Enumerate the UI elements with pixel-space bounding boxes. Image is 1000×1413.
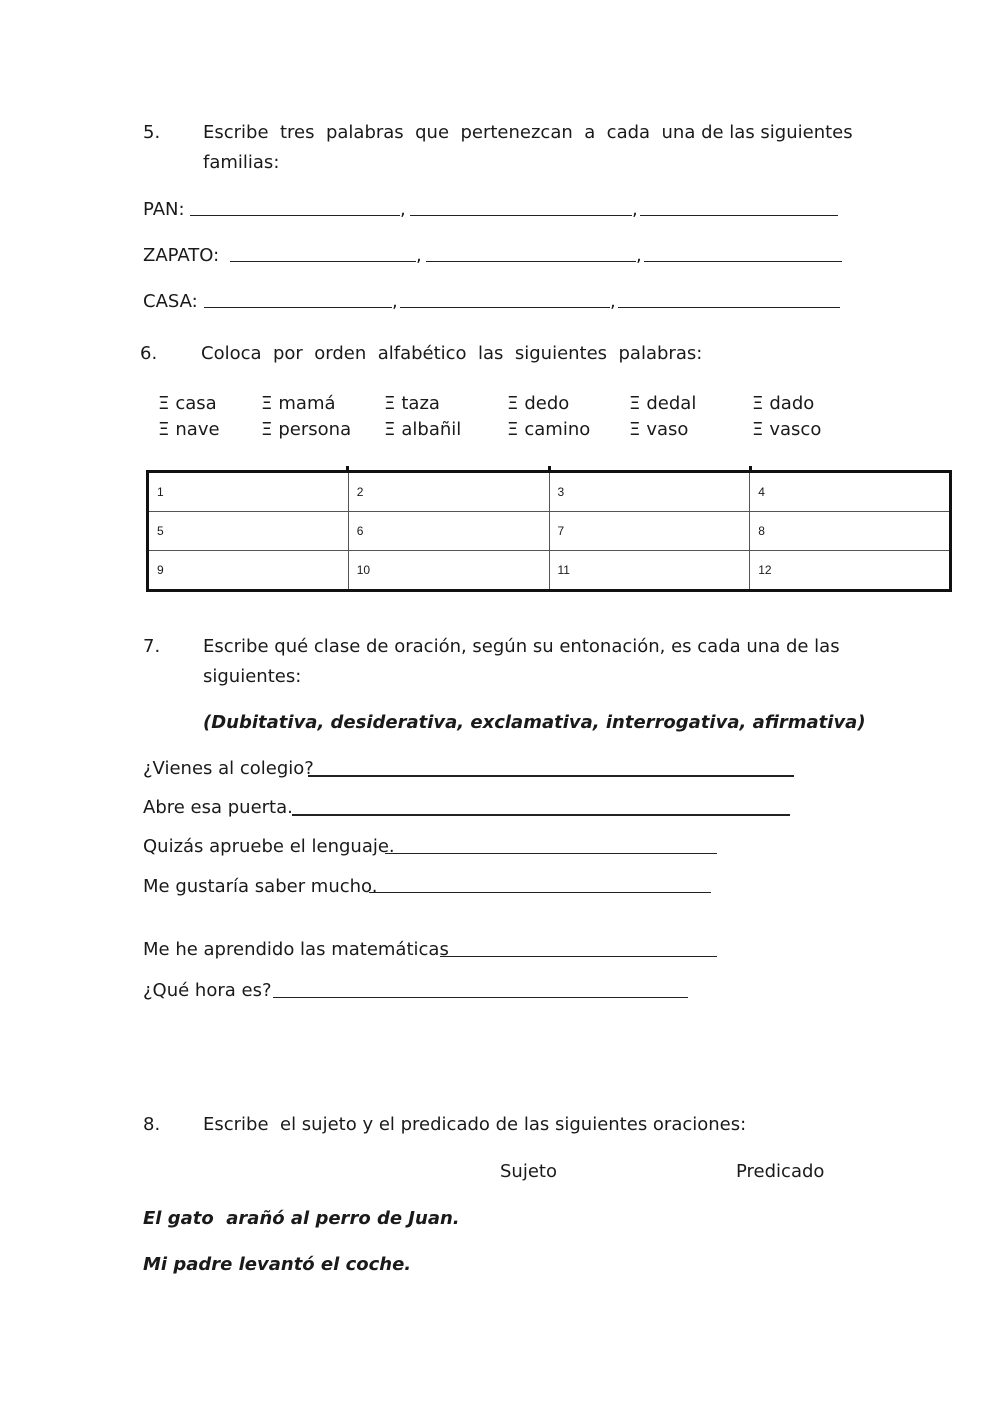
bullet-icon: Ξ (158, 419, 170, 440)
answer-line-sentence-3[interactable] (385, 853, 717, 854)
bullet-icon: Ξ (752, 419, 764, 440)
answer-line-zapato-2[interactable] (426, 261, 636, 262)
answer-line-sentence-1[interactable] (308, 775, 794, 777)
table-cell[interactable]: 5 (148, 512, 349, 551)
table-cell[interactable]: 3 (549, 472, 750, 512)
table-cell[interactable]: 10 (348, 551, 549, 591)
section-8-number: 8. (143, 1114, 161, 1135)
word-mama: Ξ mamá (261, 393, 336, 414)
family-label-zapato: ZAPATO: (143, 245, 220, 266)
comma: , (610, 291, 616, 312)
sentence-types-options: (Dubitativa, desiderativa, exclamativa, interrogativa, afirmativa) (203, 712, 866, 733)
table-cell[interactable]: 1 (148, 472, 349, 512)
table-cell[interactable]: 2 (348, 472, 549, 512)
bullet-icon: Ξ (629, 393, 641, 414)
bullet-icon: Ξ (507, 393, 519, 414)
word-albanil: Ξ albañil (384, 419, 462, 440)
bullet-icon: Ξ (261, 393, 273, 414)
word-persona: Ξ persona (261, 419, 352, 440)
comma: , (636, 245, 642, 266)
answer-line-sentence-6[interactable] (273, 997, 688, 998)
bullet-icon: Ξ (629, 419, 641, 440)
column-header-sujeto: Sujeto (500, 1161, 557, 1182)
comma: , (416, 245, 422, 266)
table-cell[interactable]: 12 (750, 551, 951, 591)
table-cell[interactable]: 4 (750, 472, 951, 512)
bullet-icon: Ξ (158, 393, 170, 414)
comma: , (632, 199, 638, 220)
table-cell[interactable]: 7 (549, 512, 750, 551)
table-row (148, 512, 951, 551)
section-8-instruction: Escribe el sujeto y el predicado de las siguientes oraciones: (203, 1114, 747, 1135)
answer-line-sentence-5[interactable] (440, 956, 717, 957)
word-camino: Ξ camino (507, 419, 591, 440)
answer-line-casa-2[interactable] (400, 307, 610, 308)
word-dado: Ξ dado (752, 393, 815, 414)
column-header-predicado: Predicado (736, 1161, 825, 1182)
sentence-1: ¿Vienes al colegio? (143, 758, 314, 779)
analysis-sentence-2: Mi padre levantó el coche. (143, 1254, 412, 1275)
answer-line-zapato-1[interactable] (230, 261, 416, 262)
section-6-number: 6. (140, 343, 158, 364)
answer-line-pan-2[interactable] (410, 215, 632, 216)
answer-line-sentence-2[interactable] (292, 814, 790, 816)
answer-line-zapato-3[interactable] (644, 261, 842, 262)
answer-line-pan-1[interactable] (190, 215, 400, 216)
bullet-icon: Ξ (261, 419, 273, 440)
word-dedal: Ξ dedal (629, 393, 697, 414)
section-5-instruction-line2: familias: (203, 152, 280, 173)
bullet-icon: Ξ (384, 419, 396, 440)
word-nave: Ξ nave (158, 419, 220, 440)
table-cell[interactable]: 9 (148, 551, 349, 591)
analysis-sentence-1: El gato arañó al perro de Juan. (143, 1208, 460, 1229)
word-dedo: Ξ dedo (507, 393, 570, 414)
comma: , (400, 199, 406, 220)
section-7-instruction-line2: siguientes: (203, 666, 302, 687)
sentence-5: Me he aprendido las matemáticas (143, 939, 449, 960)
alphabetical-order-table (146, 470, 952, 592)
family-label-pan: PAN: (143, 199, 185, 220)
sentence-3: Quizás apruebe el lenguaje. (143, 836, 395, 857)
section-6-instruction: Coloca por orden alfabético las siguientes palabras: (201, 343, 703, 364)
table-cell[interactable]: 11 (549, 551, 750, 591)
family-label-casa: CASA: (143, 291, 198, 312)
section-7-instruction-line1: Escribe qué clase de oración, según su entonación, es cada una de las (203, 636, 840, 657)
sentence-4: Me gustaría saber mucho. (143, 876, 378, 897)
section-5-number: 5. (143, 122, 161, 143)
word-casa: Ξ casa (158, 393, 217, 414)
sentence-2: Abre esa puerta. (143, 797, 293, 818)
bullet-icon: Ξ (384, 393, 396, 414)
word-vasco: Ξ vasco (752, 419, 822, 440)
answer-line-pan-3[interactable] (640, 215, 838, 216)
bullet-icon: Ξ (507, 419, 519, 440)
table-row (148, 472, 951, 512)
answer-line-sentence-4[interactable] (369, 892, 711, 893)
table-row (148, 551, 951, 591)
answer-line-casa-1[interactable] (204, 307, 392, 308)
section-7-number: 7. (143, 636, 161, 657)
bullet-icon: Ξ (752, 393, 764, 414)
comma: , (392, 291, 398, 312)
word-taza: Ξ taza (384, 393, 440, 414)
answer-line-casa-3[interactable] (618, 307, 840, 308)
sentence-6: ¿Qué hora es? (143, 980, 272, 1001)
table-cell[interactable]: 8 (750, 512, 951, 551)
table-cell[interactable]: 6 (348, 512, 549, 551)
section-5-instruction-line1: Escribe tres palabras que pertenezcan a cada una de las siguientes (203, 122, 853, 143)
word-vaso: Ξ vaso (629, 419, 689, 440)
